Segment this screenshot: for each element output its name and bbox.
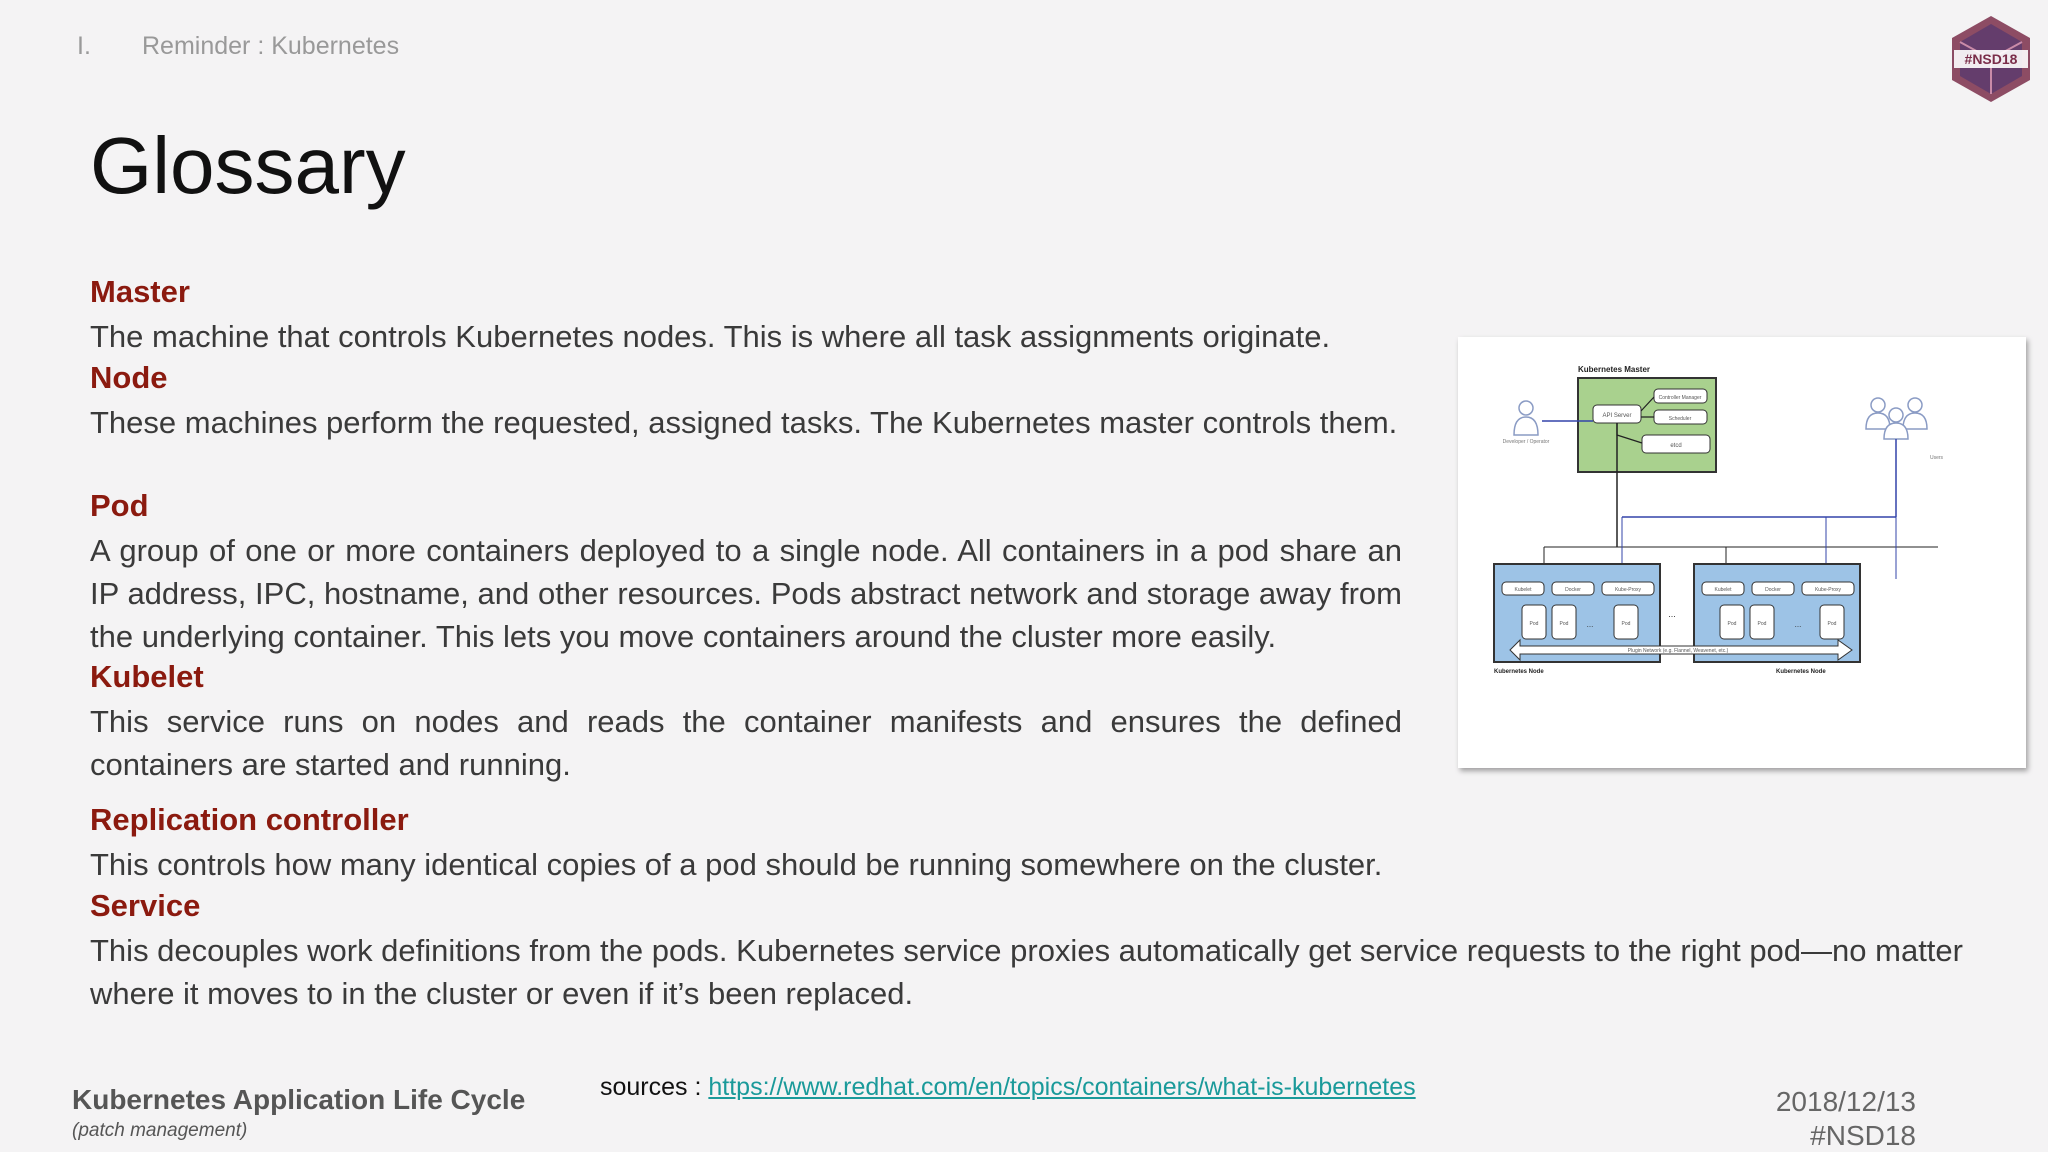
- node2-pod-2: Pod: [1757, 621, 1767, 627]
- network-label: Plugin Network (e.g. Flannel, Weavenet, etc.): [1627, 648, 1729, 654]
- page-title: Glossary: [90, 121, 406, 210]
- diagram-svg: [1458, 337, 2026, 768]
- scheduler-label: Scheduler: [1668, 416, 1692, 422]
- node2-pod-3: Pod: [1827, 621, 1837, 627]
- sources: [600, 1073, 1416, 1102]
- term-kubelet: Kubelet: [90, 659, 204, 694]
- footer-date: 2018/12/13: [1775, 1086, 1916, 1117]
- section-title: Reminder : Kubernetes: [142, 32, 400, 60]
- node1-kube-proxy: Kube-Proxy: [1614, 587, 1642, 593]
- node1-ellipsis: ...: [1586, 620, 1594, 629]
- nsd-logo: [1948, 14, 2034, 104]
- def-replication-controller: This controls how many identical copies of a pod should be running somewhere on the cluster.: [90, 847, 1383, 882]
- etcd-label: etcd: [1670, 443, 1682, 449]
- node1-docker: Docker: [1565, 587, 1581, 593]
- users-label: Users: [1930, 455, 1944, 461]
- developer-label: Developer / Operator: [1502, 439, 1550, 445]
- footer-tag: #NSD18: [1810, 1120, 1916, 1151]
- node2-pod-1: Pod: [1727, 621, 1737, 627]
- node2-kube-proxy: Kube-Proxy: [1814, 587, 1842, 593]
- sources-link[interactable]: https://www.redhat.com/en/topics/containers/what-is-kubernetes: [708, 1073, 1416, 1101]
- sources-prefix: sources :: [600, 1073, 709, 1101]
- def-service: This decouples work definitions from the pods. Kubernetes service proxies automatically get service requests to the right pod—no matter where it moves to in the cluster or even if it’s been replaced.: [90, 933, 1963, 1011]
- def-node: These machines perform the requested, assigned tasks. The Kubernetes master controls them.: [90, 405, 1398, 440]
- term-replication-controller: Replication controller: [90, 802, 409, 837]
- logo-text: #NSD18: [1964, 51, 2018, 67]
- node1-pod-2: Pod: [1559, 621, 1569, 627]
- developer-icon: [1514, 401, 1538, 435]
- node2-kubelet: Kubelet: [1714, 587, 1732, 593]
- section-number: I.: [77, 32, 91, 60]
- def-kubelet: This service runs on nodes and reads the container manifests and ensures the defined containers are started and running.: [90, 704, 1402, 782]
- users-icon: [1866, 398, 1927, 439]
- controller-manager-label: Controller Manager: [1658, 395, 1702, 401]
- node1-kubelet: Kubelet: [1514, 587, 1532, 593]
- term-node: Node: [90, 360, 168, 395]
- nodes-ellipsis: ...: [1668, 609, 1676, 619]
- footer-title: Kubernetes Application Life Cycle: [72, 1084, 526, 1115]
- master-label: Kubernetes Master: [1578, 365, 1651, 374]
- node2-docker: Docker: [1765, 587, 1781, 593]
- breadcrumb: [77, 32, 399, 61]
- node1-pod-3: Pod: [1621, 621, 1631, 627]
- node1-pod-1: Pod: [1529, 621, 1539, 627]
- node2-label: Kubernetes Node: [1776, 669, 1826, 675]
- node1-label: Kubernetes Node: [1494, 669, 1544, 675]
- api-server-label: API Server: [1602, 413, 1632, 419]
- term-service: Service: [90, 888, 201, 923]
- term-master: Master: [90, 274, 190, 309]
- def-master: The machine that controls Kubernetes nodes. This is where all task assignments originate.: [90, 319, 1331, 354]
- term-pod: Pod: [90, 488, 149, 523]
- node2-ellipsis: ...: [1794, 620, 1802, 629]
- kubernetes-architecture-diagram: [1458, 337, 2026, 768]
- def-pod: A group of one or more containers deployed to a single node. All containers in a pod share an IP address, IPC, hostname, and other resources. Pods abstract network and storage away from the underlying container. This lets you move containers around the cluster more easily.: [90, 533, 1402, 654]
- footer-subtitle: (patch management): [72, 1120, 248, 1141]
